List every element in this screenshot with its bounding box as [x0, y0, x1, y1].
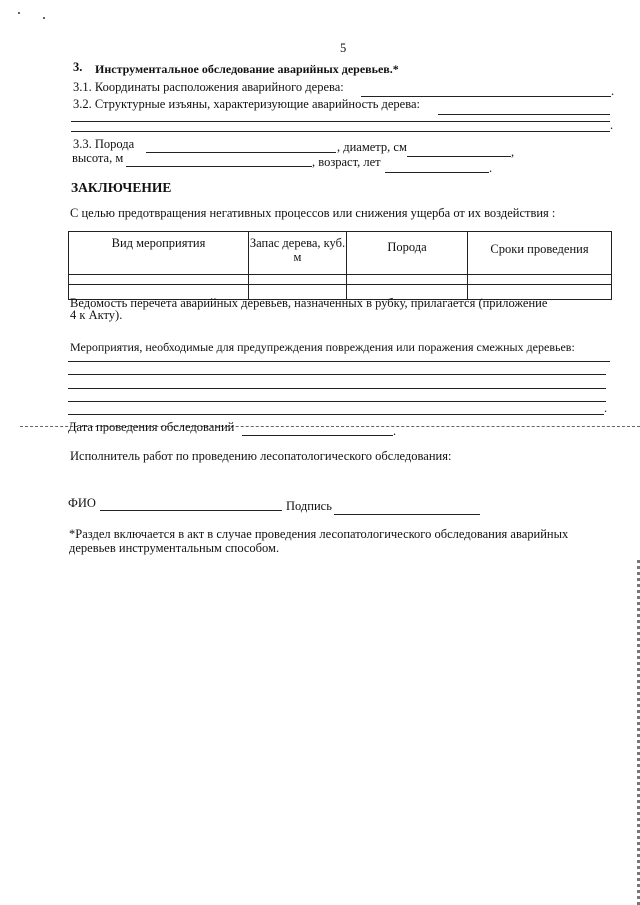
height-label: высота, м: [72, 151, 124, 165]
height-field[interactable]: [126, 166, 312, 167]
species-field[interactable]: [146, 152, 336, 153]
age-label: , возраст, лет: [312, 155, 381, 169]
measures-field-2[interactable]: [68, 374, 606, 375]
diameter-comma: ,: [511, 145, 515, 159]
page-number: 5: [340, 41, 347, 55]
statement-line-2: 4 к Акту).: [70, 308, 123, 322]
table-cell[interactable]: [468, 275, 612, 285]
measures-field-1[interactable]: [68, 361, 610, 362]
diameter-field[interactable]: [407, 156, 511, 157]
statement-line-1: Ведомость перечета аварийных деревьев, назначенных в рубку, прилагается (приложение: [70, 296, 548, 310]
date-field[interactable]: [242, 435, 393, 436]
date-dot: .: [393, 424, 397, 438]
item-3-2-label: 3.2. Структурные изъяны, характеризующие аварийность дерева:: [73, 97, 420, 111]
age-dot: .: [489, 161, 493, 175]
col-header-species: Порода: [347, 232, 468, 275]
measures-field-5[interactable]: [68, 414, 604, 415]
item-3-1-label: 3.1. Координаты расположения аварийного дерева:: [73, 80, 344, 94]
footnote-line-1: *Раздел включается в акт в случае проведения лесопатологического обследования аварийных: [69, 527, 569, 541]
signature-label: Подпись: [286, 499, 332, 513]
table-row: [69, 275, 612, 285]
date-label: Дата проведения обследований: [68, 420, 235, 434]
scan-speck: [18, 12, 20, 14]
scan-speck: [43, 17, 45, 19]
defects-dot: .: [610, 118, 614, 132]
measures-field-3[interactable]: [68, 388, 606, 389]
measures-dot: .: [604, 401, 608, 415]
section-heading: Инструментальное обследование аварийных деревьев.*: [95, 62, 399, 76]
measures-table: [68, 231, 612, 300]
defects-field-1[interactable]: [438, 114, 610, 115]
conclusion-heading: ЗАКЛЮЧЕНИЕ: [71, 180, 172, 195]
table-cell[interactable]: [347, 275, 468, 285]
table-cell[interactable]: [69, 275, 249, 285]
table-cell[interactable]: [249, 275, 347, 285]
measures-field-4[interactable]: [68, 401, 606, 402]
conclusion-intro: С целью предотвращения негативных процессов или снижения ущерба от их воздействия :: [70, 206, 556, 220]
executor-label: Исполнитель работ по проведению лесопатологического обследования:: [70, 449, 452, 463]
item-3-3-label: 3.3. Порода: [73, 137, 135, 151]
fio-field[interactable]: [100, 510, 282, 511]
col-header-tree-stock: Запас дерева, куб. м: [249, 232, 347, 275]
col-header-schedule: Сроки проведения: [468, 232, 612, 275]
signature-field[interactable]: [334, 514, 480, 515]
footnote-line-2: деревьев инструментальным способом.: [69, 541, 280, 555]
defects-field-2[interactable]: [71, 121, 610, 122]
section-number: 3.: [73, 60, 83, 74]
age-field[interactable]: [385, 172, 489, 173]
table-header-row: [69, 232, 612, 275]
measures-label: Мероприятия, необходимые для предупреждения повреждения или поражения смежных деревьев:: [70, 340, 575, 354]
diameter-label: , диаметр, см: [337, 140, 407, 154]
item-3-1-dot: .: [611, 84, 615, 98]
fio-label: ФИО: [68, 496, 96, 510]
col-header-measure-type: Вид мероприятия: [69, 232, 249, 275]
defects-field-3[interactable]: [71, 131, 610, 132]
